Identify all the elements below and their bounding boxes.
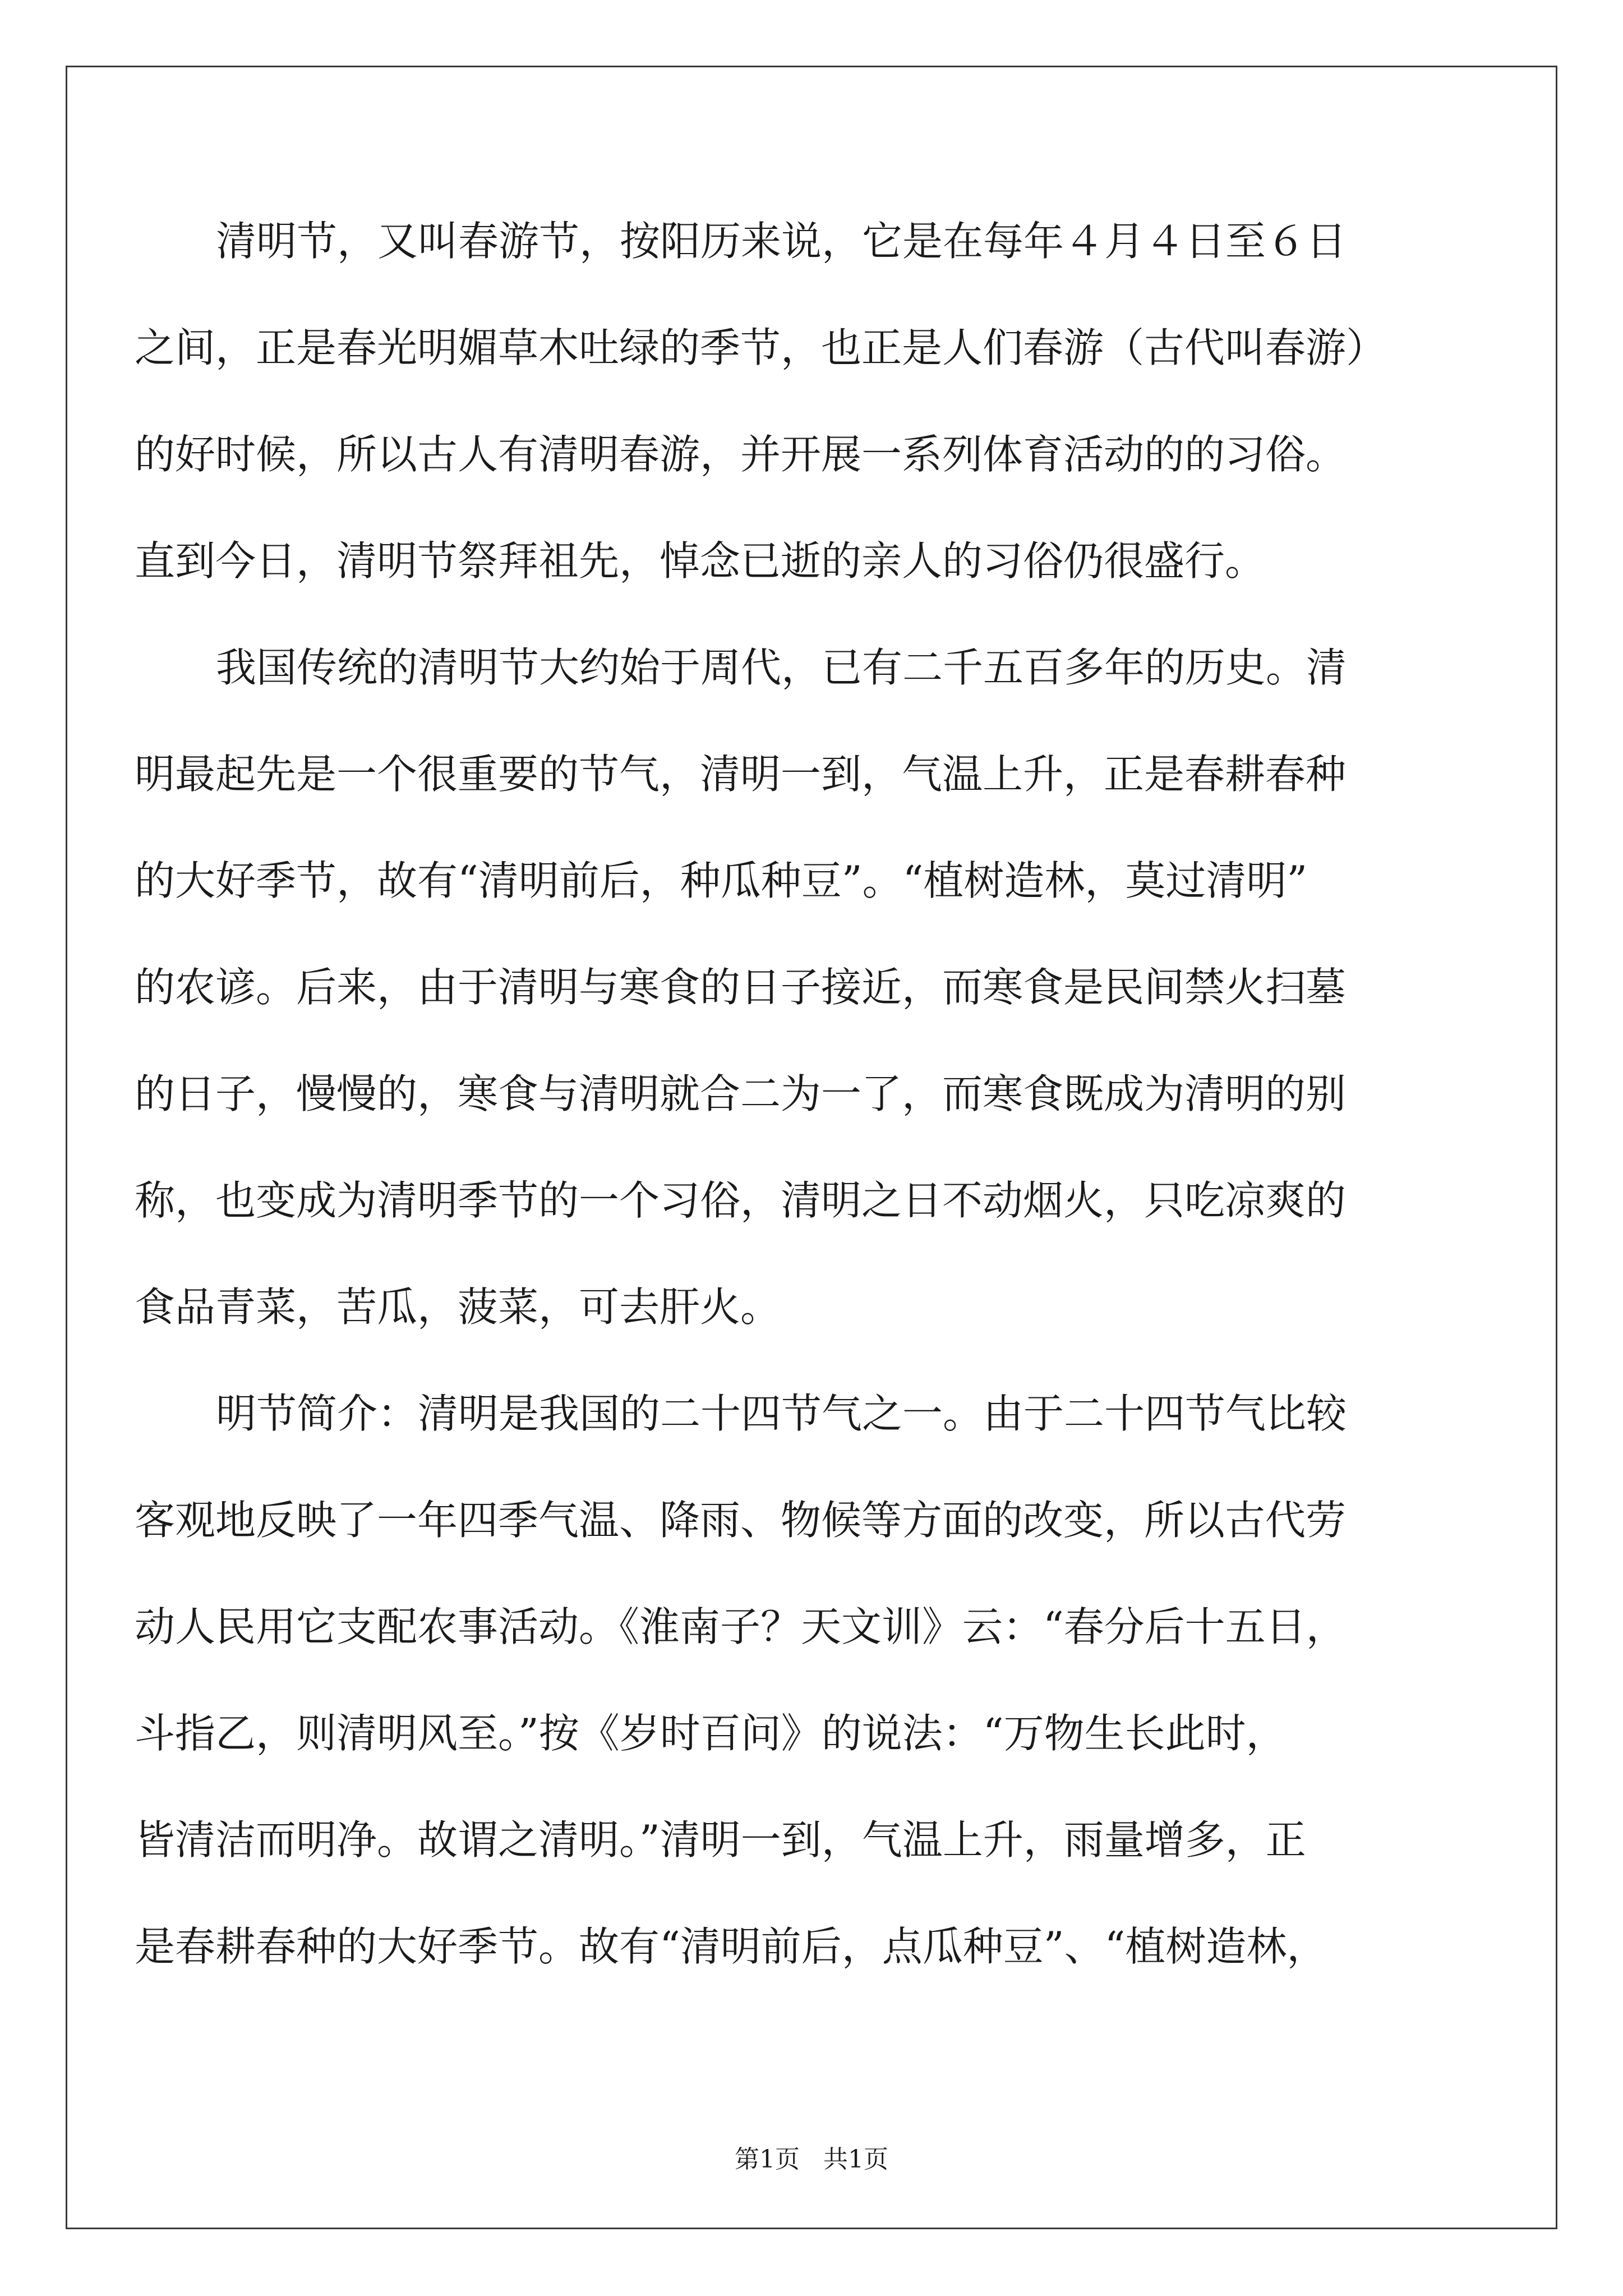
text-line: 食品青菜，苦瓜，菠菜，可去肝火。 [135,1283,781,1331]
text-line: 斗指乙，则清明风至。”按《岁时百问》的说法：“万物生长此时， [135,1710,1287,1757]
text-line: 直到今日，清明节祭拜祖先，悼念已逝的亲人的习俗仍很盛行。 [135,537,1266,585]
text-line: 我国传统的清明节大约始于周代，已有二千五百多年的历史。清 [216,644,1347,691]
text-line: 是春耕春种的大好季节。故有“清明前后，点瓜种豆”、“植树造林， [135,1923,1327,1970]
text-line: 的日子，慢慢的，寒食与清明就合二为一了，而寒食既成为清明的别 [135,1070,1347,1117]
text-line: 动人民用它支配农事活动。《淮南子？天文训》云：“春分后十五日， [135,1603,1347,1650]
page-footer [0,2139,1623,2175]
text-line: 之间，正是春光明媚草木吐绿的季节，也正是人们春游（古代叫春游） [135,324,1387,371]
document-body [135,188,1436,2000]
page-number: 第1页 [735,2145,800,2174]
text-line: 称，也变成为清明季节的一个习俗，清明之日不动烟火，只吃凉爽的 [135,1177,1347,1224]
text-line: 的好时候，所以古人有清明春游，并开展一系列体育活动的的习俗。 [135,431,1347,478]
page-total: 共1页 [823,2145,888,2174]
text-line: 清明节，又叫春游节，按阳历来说，它是在每年４月４日至６日 [216,218,1347,265]
text-line: 客观地反映了一年四季气温、降雨、物候等方面的改变，所以古代劳 [135,1497,1347,1544]
text-line: 的农谚。后来，由于清明与寒食的日子接近，而寒食是民间禁火扫墓 [135,964,1347,1011]
text-line: 的大好季节，故有“清明前后，种瓜种豆”。“植树造林，莫过清明” [135,857,1308,904]
text-line: 皆清洁而明净。故谓之清明。”清明一到，气温上升，雨量增多，正 [135,1816,1306,1864]
text-line: 明最起先是一个很重要的节气，清明一到，气温上升，正是春耕春种 [135,751,1347,798]
text-line: 明节简介：清明是我国的二十四节气之一。由于二十四节气比较 [216,1390,1347,1437]
